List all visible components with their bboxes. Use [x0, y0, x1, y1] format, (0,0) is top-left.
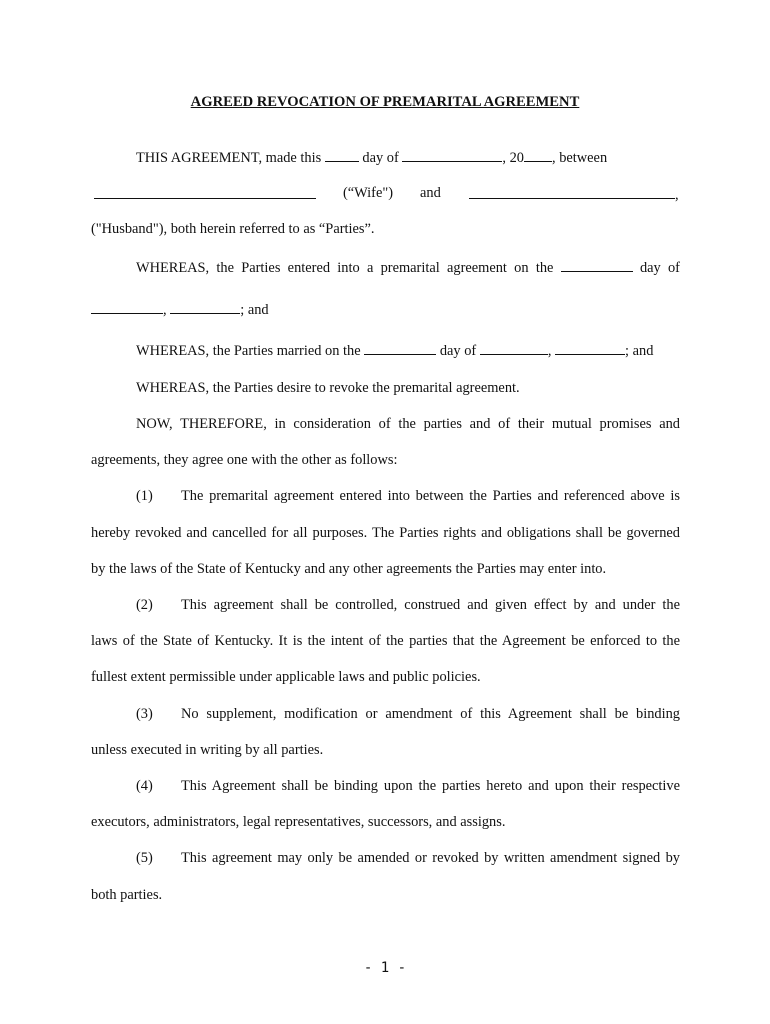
husband-name-blank[interactable]: [469, 185, 675, 199]
agreement-made-text: THIS AGREEMENT, made this: [136, 150, 322, 166]
clause-1-number: (1): [136, 488, 153, 504]
year-prefix-text: , 20: [502, 150, 524, 166]
premarital-month-blank[interactable]: [91, 300, 163, 314]
now-therefore-line-1: NOW, THEREFORE, in consideration of the parties and of their mutual promises and: [136, 416, 680, 432]
document-title: AGREED REVOCATION OF PREMARITAL AGREEMENT: [190, 94, 580, 110]
page-number: - 1 -: [363, 960, 407, 976]
clause-4-line-1: This Agreement shall be binding upon the parties hereto and upon their respective: [181, 778, 680, 794]
day-blank[interactable]: [325, 148, 359, 162]
whereas-revoke-text: WHEREAS, the Parties desire to revoke the premarital agreement.: [136, 380, 520, 396]
married-day-of-text: day of: [439, 343, 477, 359]
clause-5-line-2: both parties.: [91, 887, 163, 903]
premarital-year-blank[interactable]: [170, 300, 240, 314]
married-comma: ,: [547, 343, 552, 359]
husband-line: [469, 185, 679, 204]
married-month-blank[interactable]: [480, 341, 548, 355]
clause-3-line-1: No supplement, modification or amendment of this Agreement shall be binding: [181, 706, 680, 722]
year-blank[interactable]: [524, 148, 552, 162]
clause-2-number: (2): [136, 597, 153, 613]
premarital-date-line: [91, 300, 269, 319]
premarital-day-blank[interactable]: [561, 258, 633, 272]
parties-line: [94, 185, 316, 204]
whereas-premarital-text: WHEREAS, the Parties entered into a premarital agreement on the: [136, 260, 554, 276]
agreement-date-line: [136, 148, 607, 167]
husband-comma: ,: [675, 187, 679, 203]
clause-2-line-3: fullest extent permissible under applicable laws and public policies.: [91, 669, 481, 685]
married-day-blank[interactable]: [364, 341, 436, 355]
clause-5-line-1: This agreement may only be amended or revoked by written amendment signed by: [181, 850, 680, 866]
wife-label: (“Wife"): [343, 185, 394, 201]
whereas-premarital-line: [136, 258, 680, 277]
clause-2-line-2: laws of the State of Kentucky. It is the intent of the parties that the Agreement be enforced to the: [91, 633, 680, 649]
wife-name-blank[interactable]: [94, 185, 316, 199]
married-and-text: ; and: [625, 343, 654, 359]
now-therefore-line-2: agreements, they agree one with the other as follows:: [91, 452, 398, 468]
clause-1-line-1: The premarital agreement entered into between the Parties and referenced above is: [181, 488, 680, 504]
clause-1-line-3: by the laws of the State of Kentucky and any other agreements the Parties may enter into.: [91, 561, 607, 577]
clause-3-number: (3): [136, 706, 153, 722]
married-year-blank[interactable]: [555, 341, 625, 355]
and-text: and: [420, 185, 441, 201]
whereas-married-text: WHEREAS, the Parties married on the: [136, 343, 361, 359]
whereas-married-line: [136, 341, 653, 360]
husband-parties-text: ("Husband"), both herein referred to as “Parties”.: [91, 221, 375, 237]
day-of-text: day of: [362, 150, 399, 166]
clause-4-line-2: executors, administrators, legal representatives, successors, and assigns.: [91, 814, 506, 830]
premarital-and-text: ; and: [240, 302, 269, 318]
month-blank[interactable]: [402, 148, 502, 162]
premarital-day-of-text: day of: [639, 260, 680, 276]
clause-2-line-1: This agreement shall be controlled, construed and given effect by and under the: [181, 597, 680, 613]
clause-3-line-2: unless executed in writing by all parties.: [91, 742, 324, 758]
clause-4-number: (4): [136, 778, 153, 794]
clause-1-line-2: hereby revoked and cancelled for all purposes. The Parties rights and obligations shall be governed: [91, 525, 680, 541]
clause-5-number: (5): [136, 850, 153, 866]
premarital-comma: ,: [163, 302, 167, 318]
between-text: , between: [552, 150, 608, 166]
